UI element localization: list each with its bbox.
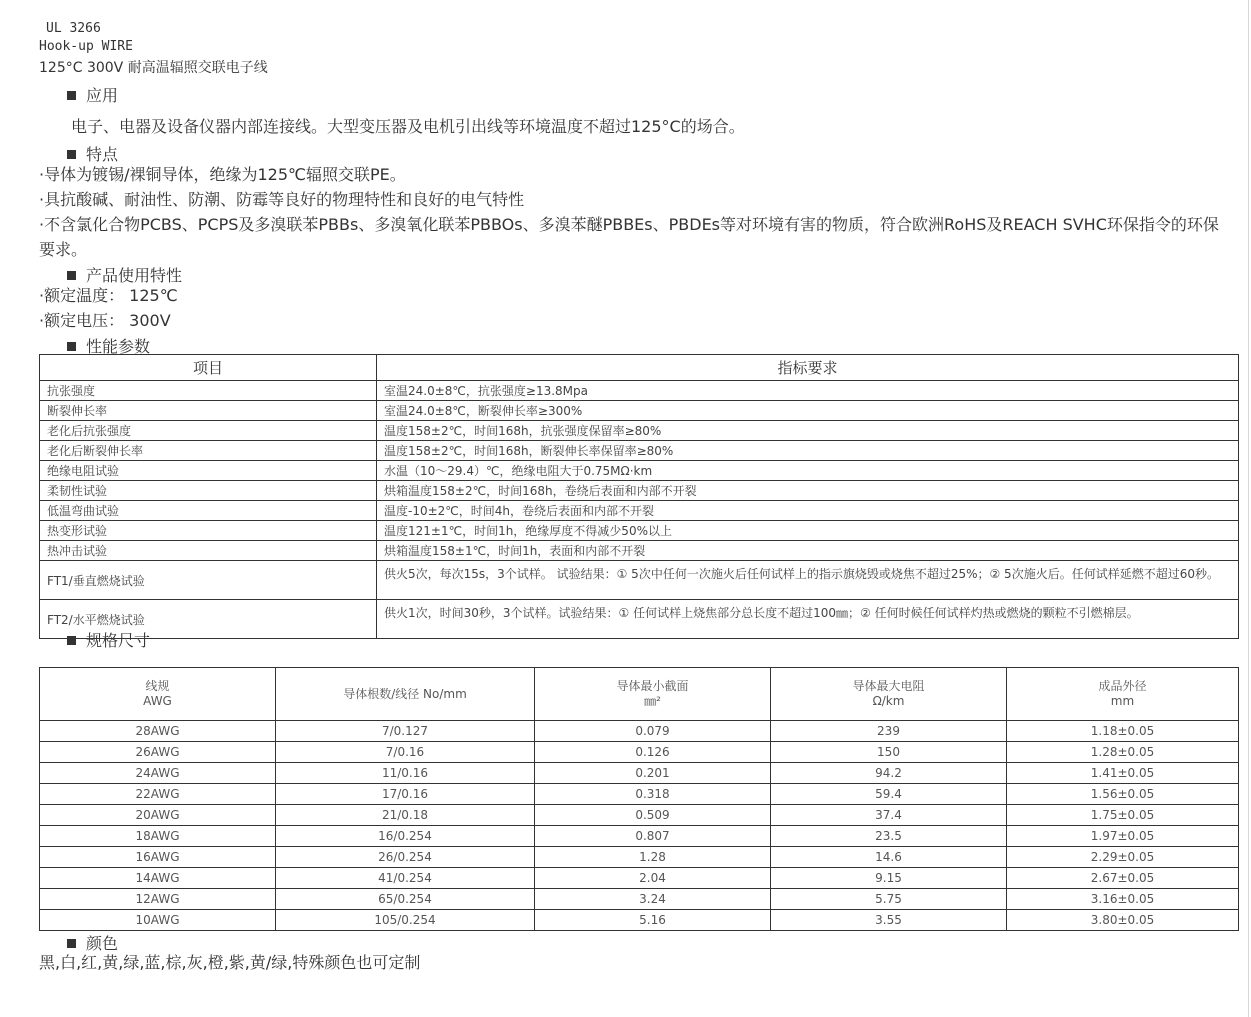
test-item: 断裂伸长率 <box>40 401 377 421</box>
spec-cell: 65/0.254 <box>276 889 535 910</box>
spec-cell: 1.41±0.05 <box>1007 763 1239 784</box>
requirement: 室温24.0±8℃，断裂伸长率≥300% <box>377 401 1239 421</box>
requirement: 水温（10～29.4）℃，绝缘电阻大于0.75MΩ·km <box>377 461 1239 481</box>
table-row <box>40 481 1239 501</box>
feature-item: ·不含氯化合物PCBS、PCPS及多溴联苯PBBs、多溴氧化联苯PBBOs、多溴苯醚PBBEs、PBDEs等对环境有害的物质，符合欧洲RoHS及REACH SVHC环保指令的环保要求。 <box>39 215 1219 259</box>
spec-cell: 105/0.254 <box>276 910 535 931</box>
spec-cell: 10AWG <box>40 910 276 931</box>
test-item: 老化后断裂伸长率 <box>40 441 377 461</box>
spec-cell: 2.29±0.05 <box>1007 847 1239 868</box>
test-item: 低温弯曲试验 <box>40 501 377 521</box>
table-row <box>40 889 1239 910</box>
requirement: 烘箱温度158±1℃，时间1h，表面和内部不开裂 <box>377 541 1239 561</box>
spec-cell: 1.18±0.05 <box>1007 721 1239 742</box>
spec-cell: 0.201 <box>535 763 771 784</box>
table-row <box>40 600 1239 639</box>
square-bullet-icon <box>67 342 76 351</box>
square-bullet-icon <box>67 636 76 645</box>
column-header: 导体根数/线径 No/mm <box>276 668 535 721</box>
table-row <box>40 868 1239 889</box>
table-row <box>40 561 1239 600</box>
table-row <box>40 401 1239 421</box>
table-row <box>40 381 1239 401</box>
square-bullet-icon <box>67 150 76 159</box>
square-bullet-icon <box>67 939 76 948</box>
spec-cell: 41/0.254 <box>276 868 535 889</box>
column-header: 成品外径 mm <box>1007 668 1239 721</box>
requirement: 室温24.0±8℃，抗张强度≥13.8Mpa <box>377 381 1239 401</box>
section-performance-heading: 性能参数 <box>67 334 150 357</box>
model-number: UL 3266 <box>46 21 101 36</box>
spec-cell: 3.16±0.05 <box>1007 889 1239 910</box>
section-specs-heading: 规格尺寸 <box>67 628 150 651</box>
column-header: 导体最大电阻 Ω/km <box>771 668 1007 721</box>
spec-cell: 1.28±0.05 <box>1007 742 1239 763</box>
spec-cell: 17/0.16 <box>276 784 535 805</box>
spec-cell: 0.318 <box>535 784 771 805</box>
spec-cell: 12AWG <box>40 889 276 910</box>
table-row <box>40 826 1239 847</box>
table-header-row <box>40 355 1239 381</box>
color-options: 黑,白,红,黄,绿,蓝,棕,灰,橙,紫,黄/绿,特殊颜色也可定制 <box>39 953 421 972</box>
requirement: 烘箱温度158±2℃，时间168h，卷绕后表面和内部不开裂 <box>377 481 1239 501</box>
table-row <box>40 763 1239 784</box>
table-header-row <box>40 668 1239 721</box>
usage-item: ·额定温度： 125℃ <box>39 286 178 305</box>
spec-cell: 0.807 <box>535 826 771 847</box>
test-item: 绝缘电阻试验 <box>40 461 377 481</box>
spec-cell: 2.04 <box>535 868 771 889</box>
spec-cell: 5.16 <box>535 910 771 931</box>
spec-cell: 5.75 <box>771 889 1007 910</box>
table-row <box>40 805 1239 826</box>
test-item: FT2/水平燃烧试验 <box>40 600 377 639</box>
section-color-heading: 颜色 <box>67 931 118 954</box>
spec-cell: 3.80±0.05 <box>1007 910 1239 931</box>
section-usage-heading: 产品使用特性 <box>67 263 182 286</box>
spec-cell: 150 <box>771 742 1007 763</box>
spec-cell: 22AWG <box>40 784 276 805</box>
requirement: 供火5次，每次15s，3个试样。 试验结果：① 5次中任何一次施火后任何试样上的指示旗烧毁或烧焦不超过25%；② 5次施火后。任何试样延燃不超过60秒。 <box>377 561 1239 600</box>
spec-cell: 20AWG <box>40 805 276 826</box>
table-row <box>40 441 1239 461</box>
section-application-heading: 应用 <box>67 83 118 106</box>
spec-cell: 14.6 <box>771 847 1007 868</box>
spec-cell: 26AWG <box>40 742 276 763</box>
spec-cell: 1.56±0.05 <box>1007 784 1239 805</box>
spec-cell: 0.079 <box>535 721 771 742</box>
column-header: 指标要求 <box>377 355 1239 381</box>
spec-cell: 0.126 <box>535 742 771 763</box>
table-row <box>40 784 1239 805</box>
product-subtitle: 125°C 300V 耐高温辐照交联电子线 <box>39 60 268 76</box>
spec-cell: 28AWG <box>40 721 276 742</box>
spec-cell: 16/0.254 <box>276 826 535 847</box>
spec-cell: 26/0.254 <box>276 847 535 868</box>
spec-cell: 1.28 <box>535 847 771 868</box>
spec-cell: 1.97±0.05 <box>1007 826 1239 847</box>
requirement: 温度-10±2℃，时间4h，卷绕后表面和内部不开裂 <box>377 501 1239 521</box>
test-item: 热变形试验 <box>40 521 377 541</box>
test-item: 柔韧性试验 <box>40 481 377 501</box>
table-row <box>40 461 1239 481</box>
section-features-heading: 特点 <box>67 142 118 165</box>
spec-cell: 18AWG <box>40 826 276 847</box>
table-row <box>40 521 1239 541</box>
spec-cell: 24AWG <box>40 763 276 784</box>
spec-cell: 2.67±0.05 <box>1007 868 1239 889</box>
spec-cell: 59.4 <box>771 784 1007 805</box>
performance-table <box>39 354 1239 639</box>
table-row <box>40 910 1239 931</box>
product-type: Hook-up WIRE <box>39 39 133 54</box>
test-item: 抗张强度 <box>40 381 377 401</box>
table-row <box>40 541 1239 561</box>
spec-cell: 7/0.16 <box>276 742 535 763</box>
requirement: 温度158±2℃，时间168h，断裂伸长率保留率≥80% <box>377 441 1239 461</box>
page-right-border <box>1248 0 1249 1017</box>
spec-cell: 1.75±0.05 <box>1007 805 1239 826</box>
table-row <box>40 847 1239 868</box>
table-row <box>40 501 1239 521</box>
test-item: FT1/垂直燃烧试验 <box>40 561 377 600</box>
spec-cell: 239 <box>771 721 1007 742</box>
column-header: 导体最小截面 ㎜² <box>535 668 771 721</box>
spec-cell: 14AWG <box>40 868 276 889</box>
spec-cell: 94.2 <box>771 763 1007 784</box>
square-bullet-icon <box>67 91 76 100</box>
spec-cell: 9.15 <box>771 868 1007 889</box>
spec-cell: 3.24 <box>535 889 771 910</box>
requirement: 供火1次，时间30秒，3个试样。试验结果：① 任何试样上烧焦部分总长度不超过100㎜；② 任何时候任何试样灼热或燃烧的颗粒不引燃棉层。 <box>377 600 1239 639</box>
application-text: 电子、电器及设备仪器内部连接线。大型变压器及电机引出线等环境温度不超过125°C的场合。 <box>71 117 745 136</box>
test-item: 热冲击试验 <box>40 541 377 561</box>
spec-cell: 3.55 <box>771 910 1007 931</box>
feature-item: ·具抗酸碱、耐油性、防潮、防霉等良好的物理特性和良好的电气特性 <box>39 190 525 209</box>
spec-cell: 7/0.127 <box>276 721 535 742</box>
requirement: 温度158±2℃，时间168h，抗张强度保留率≥80% <box>377 421 1239 441</box>
column-header: 线规 AWG <box>40 668 276 721</box>
feature-item: ·导体为镀锡/裸铜导体，绝缘为125℃辐照交联PE。 <box>39 165 406 184</box>
square-bullet-icon <box>67 271 76 280</box>
specs-table <box>39 667 1239 931</box>
usage-item: ·额定电压： 300V <box>39 311 171 330</box>
spec-cell: 23.5 <box>771 826 1007 847</box>
spec-cell: 11/0.16 <box>276 763 535 784</box>
column-header: 项目 <box>40 355 377 381</box>
table-row <box>40 721 1239 742</box>
requirement: 温度121±1℃，时间1h，绝缘厚度不得减少50%以上 <box>377 521 1239 541</box>
spec-cell: 16AWG <box>40 847 276 868</box>
spec-cell: 0.509 <box>535 805 771 826</box>
table-row <box>40 742 1239 763</box>
spec-cell: 37.4 <box>771 805 1007 826</box>
table-row <box>40 421 1239 441</box>
test-item: 老化后抗张强度 <box>40 421 377 441</box>
spec-cell: 21/0.18 <box>276 805 535 826</box>
